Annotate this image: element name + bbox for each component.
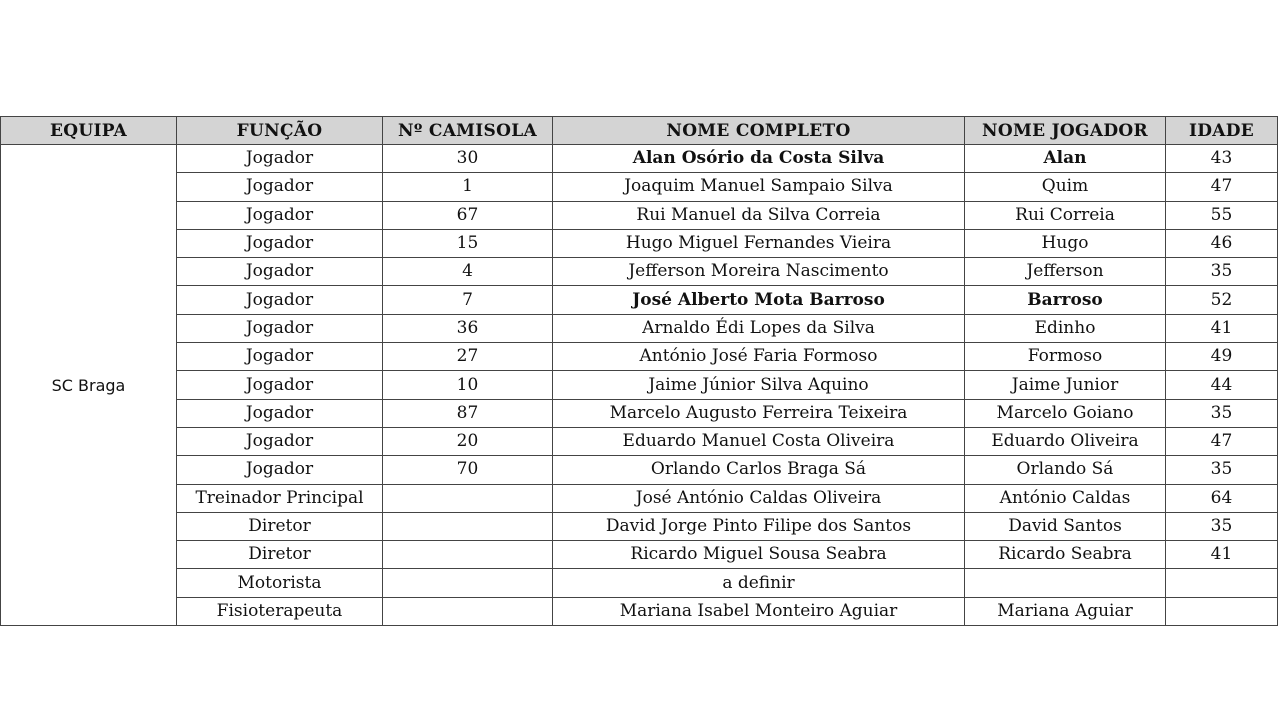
nome-completo-cell: Ricardo Miguel Sousa Seabra	[553, 541, 965, 569]
nome-jogador-cell: Ricardo Seabra	[965, 541, 1166, 569]
idade-cell: 44	[1166, 371, 1278, 399]
team-cell: SC Braga	[1, 145, 177, 626]
table-row	[1, 456, 1278, 484]
header-funcao: FUNÇÃO	[177, 117, 383, 145]
nome-completo-cell: Arnaldo Édi Lopes da Silva	[553, 314, 965, 342]
idade-cell: 49	[1166, 343, 1278, 371]
funcao-cell: Diretor	[177, 512, 383, 540]
table-row	[1, 258, 1278, 286]
table-row	[1, 484, 1278, 512]
funcao-cell: Jogador	[177, 399, 383, 427]
camisola-cell: 7	[383, 286, 553, 314]
nome-jogador-cell: Edinho	[965, 314, 1166, 342]
nome-jogador-cell: Mariana Aguiar	[965, 597, 1166, 625]
nome-completo-cell: Hugo Miguel Fernandes Vieira	[553, 229, 965, 257]
funcao-cell: Jogador	[177, 456, 383, 484]
table-row	[1, 399, 1278, 427]
nome-jogador-cell: Formoso	[965, 343, 1166, 371]
nome-jogador-cell: Hugo	[965, 229, 1166, 257]
table-row	[1, 145, 1278, 173]
idade-cell: 47	[1166, 427, 1278, 455]
nome-jogador-cell: Marcelo Goiano	[965, 399, 1166, 427]
nome-jogador-cell: Jefferson	[965, 258, 1166, 286]
nome-jogador-cell: Jaime Junior	[965, 371, 1166, 399]
nome-completo-cell: Rui Manuel da Silva Correia	[553, 201, 965, 229]
funcao-cell: Fisioterapeuta	[177, 597, 383, 625]
idade-cell: 35	[1166, 456, 1278, 484]
table-row	[1, 427, 1278, 455]
idade-cell: 64	[1166, 484, 1278, 512]
nome-jogador-cell: Rui Correia	[965, 201, 1166, 229]
nome-completo-cell: Jefferson Moreira Nascimento	[553, 258, 965, 286]
idade-cell	[1166, 597, 1278, 625]
idade-cell: 46	[1166, 229, 1278, 257]
nome-jogador-cell: Alan	[965, 145, 1166, 173]
nome-completo-cell: Jaime Júnior Silva Aquino	[553, 371, 965, 399]
nome-completo-cell: Marcelo Augusto Ferreira Teixeira	[553, 399, 965, 427]
nome-jogador-cell: Barroso	[965, 286, 1166, 314]
table-row	[1, 569, 1278, 597]
funcao-cell: Jogador	[177, 286, 383, 314]
camisola-cell: 15	[383, 229, 553, 257]
funcao-cell: Jogador	[177, 258, 383, 286]
camisola-cell	[383, 512, 553, 540]
idade-cell: 35	[1166, 258, 1278, 286]
funcao-cell: Jogador	[177, 314, 383, 342]
funcao-cell: Jogador	[177, 229, 383, 257]
idade-cell: 35	[1166, 399, 1278, 427]
nome-jogador-cell: Orlando Sá	[965, 456, 1166, 484]
table-row	[1, 286, 1278, 314]
roster-table-wrapper	[0, 116, 1277, 626]
table-row	[1, 229, 1278, 257]
funcao-cell: Motorista	[177, 569, 383, 597]
header-camisola: Nº CAMISOLA	[383, 117, 553, 145]
nome-completo-cell: a definir	[553, 569, 965, 597]
idade-cell: 52	[1166, 286, 1278, 314]
camisola-cell	[383, 541, 553, 569]
funcao-cell: Jogador	[177, 145, 383, 173]
table-row	[1, 343, 1278, 371]
idade-cell: 41	[1166, 541, 1278, 569]
roster-body	[1, 145, 1278, 626]
camisola-cell	[383, 484, 553, 512]
idade-cell: 55	[1166, 201, 1278, 229]
nome-jogador-cell: Quim	[965, 173, 1166, 201]
table-row	[1, 597, 1278, 625]
header-equipa: EQUIPA	[1, 117, 177, 145]
nome-completo-cell: David Jorge Pinto Filipe dos Santos	[553, 512, 965, 540]
camisola-cell: 10	[383, 371, 553, 399]
funcao-cell: Jogador	[177, 201, 383, 229]
camisola-cell: 4	[383, 258, 553, 286]
table-row	[1, 314, 1278, 342]
camisola-cell: 67	[383, 201, 553, 229]
nome-jogador-cell: Eduardo Oliveira	[965, 427, 1166, 455]
header-row	[1, 117, 1278, 145]
funcao-cell: Jogador	[177, 427, 383, 455]
nome-jogador-cell: António Caldas	[965, 484, 1166, 512]
header-nome-completo: NOME COMPLETO	[553, 117, 965, 145]
nome-completo-cell: Alan Osório da Costa Silva	[553, 145, 965, 173]
nome-completo-cell: Mariana Isabel Monteiro Aguiar	[553, 597, 965, 625]
camisola-cell: 27	[383, 343, 553, 371]
nome-completo-cell: António José Faria Formoso	[553, 343, 965, 371]
table-row	[1, 173, 1278, 201]
header-nome-jogador: NOME JOGADOR	[965, 117, 1166, 145]
funcao-cell: Treinador Principal	[177, 484, 383, 512]
nome-jogador-cell: David Santos	[965, 512, 1166, 540]
funcao-cell: Diretor	[177, 541, 383, 569]
idade-cell	[1166, 569, 1278, 597]
idade-cell: 35	[1166, 512, 1278, 540]
camisola-cell: 70	[383, 456, 553, 484]
nome-completo-cell: Orlando Carlos Braga Sá	[553, 456, 965, 484]
nome-completo-cell: José António Caldas Oliveira	[553, 484, 965, 512]
camisola-cell: 87	[383, 399, 553, 427]
camisola-cell	[383, 597, 553, 625]
nome-completo-cell: José Alberto Mota Barroso	[553, 286, 965, 314]
idade-cell: 43	[1166, 145, 1278, 173]
camisola-cell	[383, 569, 553, 597]
table-row	[1, 201, 1278, 229]
header-idade: IDADE	[1166, 117, 1278, 145]
table-row	[1, 541, 1278, 569]
roster-table	[0, 116, 1278, 626]
camisola-cell: 30	[383, 145, 553, 173]
idade-cell: 47	[1166, 173, 1278, 201]
camisola-cell: 20	[383, 427, 553, 455]
funcao-cell: Jogador	[177, 343, 383, 371]
funcao-cell: Jogador	[177, 173, 383, 201]
camisola-cell: 1	[383, 173, 553, 201]
nome-completo-cell: Eduardo Manuel Costa Oliveira	[553, 427, 965, 455]
idade-cell: 41	[1166, 314, 1278, 342]
camisola-cell: 36	[383, 314, 553, 342]
table-row	[1, 371, 1278, 399]
nome-jogador-cell	[965, 569, 1166, 597]
funcao-cell: Jogador	[177, 371, 383, 399]
nome-completo-cell: Joaquim Manuel Sampaio Silva	[553, 173, 965, 201]
table-row	[1, 512, 1278, 540]
